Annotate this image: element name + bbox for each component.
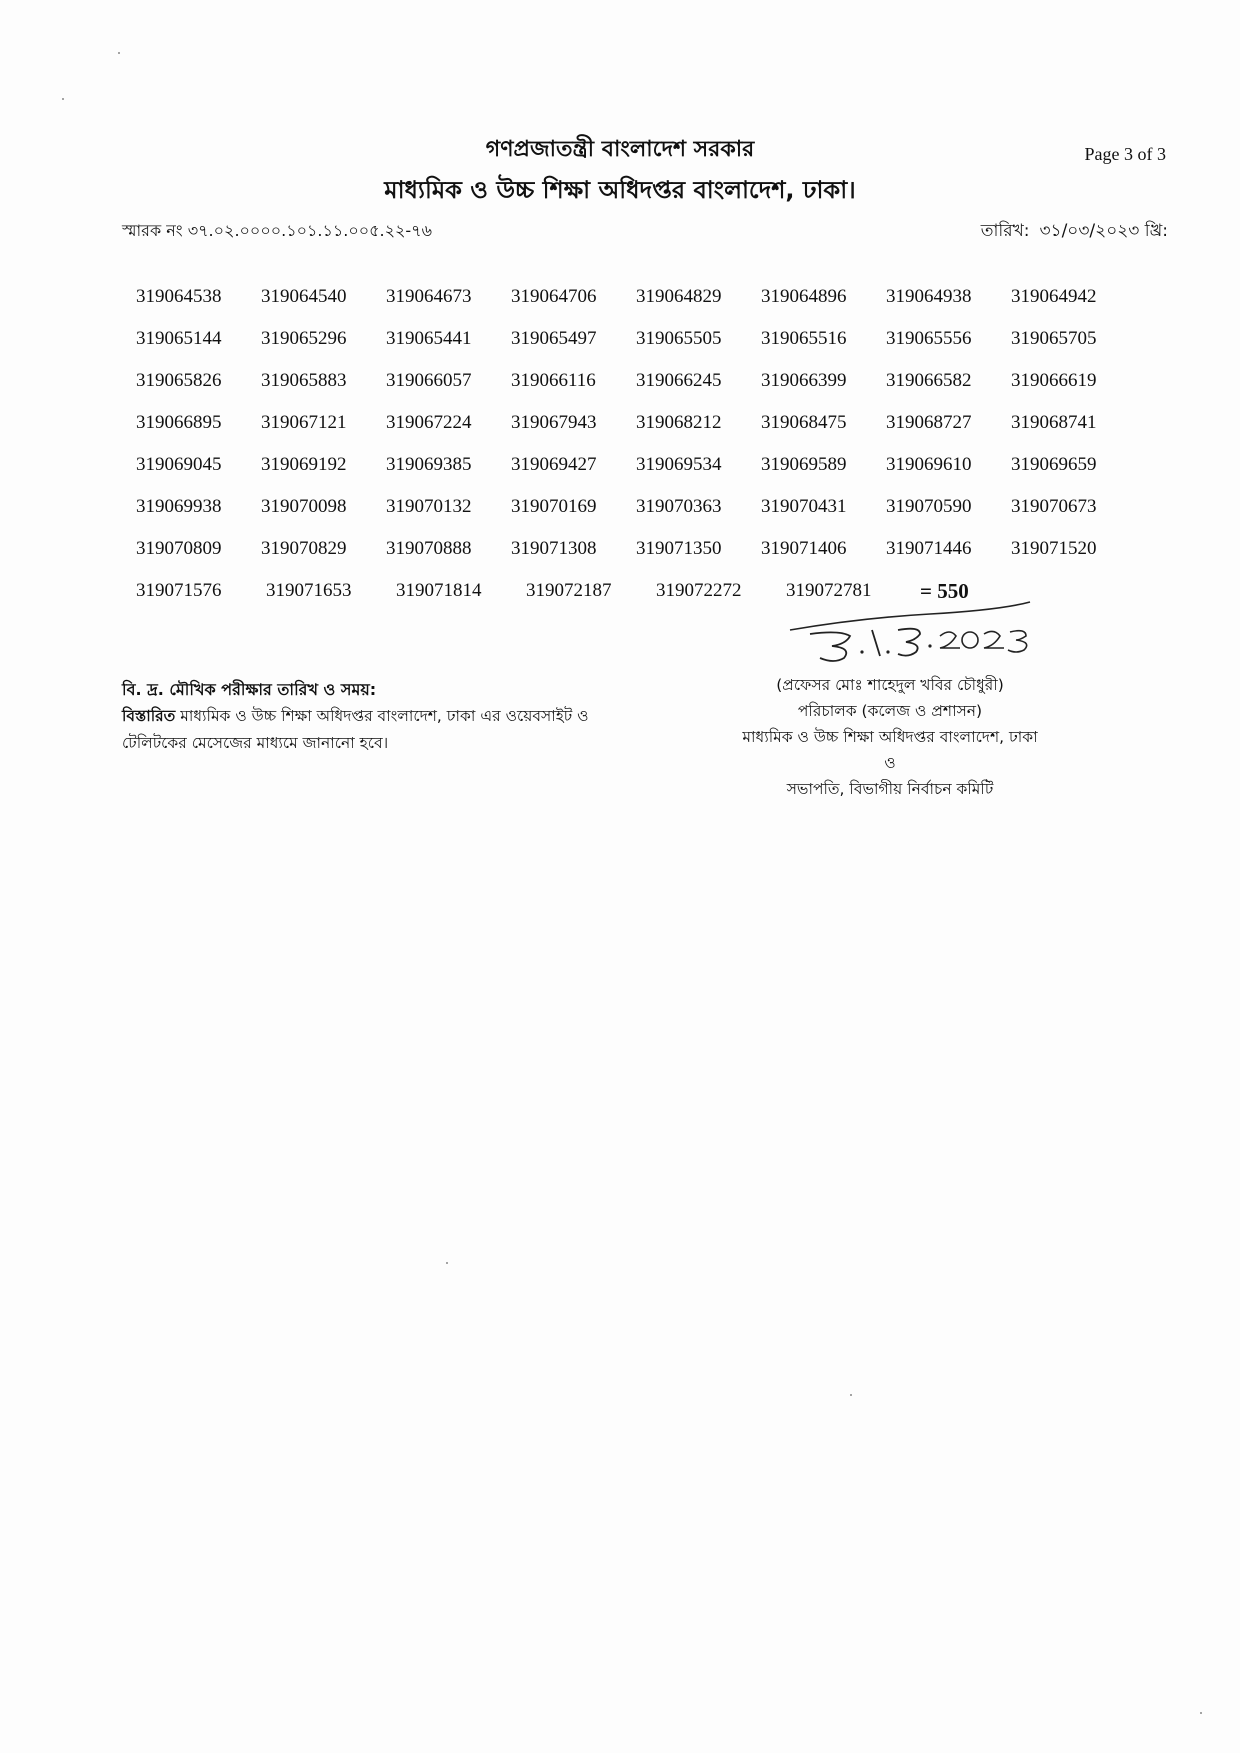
roll-number: 319064673 (386, 286, 472, 307)
signatory-designation: পরিচালক (কলেজ ও প্রশাসন) (797, 702, 983, 720)
roll-number: 319069938 (136, 496, 222, 517)
roll-number: 319065556 (886, 328, 972, 349)
roll-number: 319064829 (636, 286, 722, 307)
roll-number: 319070169 (511, 496, 597, 517)
roll-row (136, 276, 1136, 318)
roll-number: 319071653 (266, 580, 352, 601)
roll-number: 319064938 (886, 286, 972, 307)
roll-number: 319069610 (886, 454, 972, 475)
roll-number: 319072781 (786, 580, 872, 601)
government-title: গণপ্রজাতন্ত্রী বাংলাদেশ সরকার (485, 137, 755, 162)
roll-number: 319072272 (656, 580, 742, 601)
roll-number: 319070132 (386, 496, 472, 517)
roll-number: 319067121 (261, 412, 347, 433)
note-line-2: টেলিটকের মেসেজের মাধ্যমে জানানো হবে। (122, 734, 389, 752)
scan-speck (1200, 1712, 1202, 1714)
roll-number: 319071308 (511, 538, 597, 559)
roll-number: 319065296 (261, 328, 347, 349)
roll-number: 319068741 (1011, 412, 1097, 433)
signatory-office: মাধ্যমিক ও উচ্চ শিক্ষা অধিদপ্তর বাংলাদেশ, ঢাকা (742, 728, 1038, 746)
handwritten-signature (780, 600, 1040, 672)
roll-number: 319070888 (386, 538, 472, 559)
roll-number: 319070809 (136, 538, 222, 559)
roll-number: 319066057 (386, 370, 472, 391)
roll-number: 319069534 (636, 454, 722, 475)
roll-number: 319069659 (1011, 454, 1097, 475)
roll-row (136, 318, 1136, 360)
roll-number: 319071576 (136, 580, 222, 601)
note-line-1-rest: মাধ্যমিক ও উচ্চ শিক্ষা অধিদপ্তর বাংলাদেশ, ঢাকা এর ওয়েবসাইট ও (175, 707, 589, 725)
roll-number: 319065441 (386, 328, 472, 349)
roll-number: 319066619 (1011, 370, 1097, 391)
note-emphasis: বিস্তারিত (122, 707, 176, 725)
page-number: Page 3 of 3 (1084, 144, 1166, 164)
roll-number: 319070829 (261, 538, 347, 559)
signatory-conjunction: ও (884, 754, 896, 772)
roll-number: 319071446 (886, 538, 972, 559)
date-label: তারিখ: (980, 221, 1030, 241)
roll-number-grid (136, 276, 1136, 612)
roll-number: 319069192 (261, 454, 347, 475)
roll-number: 319064942 (1011, 286, 1097, 307)
roll-number: 319065516 (761, 328, 847, 349)
roll-number: 319070673 (1011, 496, 1097, 517)
note-line-1 (122, 703, 682, 730)
signatory-name: (প্রফেসর মোঃ শাহেদুল খবির চৌধুরী) (776, 676, 1004, 694)
roll-row (136, 402, 1136, 444)
roll-number: 319070098 (261, 496, 347, 517)
roll-number: 319065497 (511, 328, 597, 349)
roll-row (136, 444, 1136, 486)
roll-number: 319065826 (136, 370, 222, 391)
roll-number: 319072187 (526, 580, 612, 601)
note-title: বি. দ্র. মৌখিক পরীক্ষার তারিখ ও সময়: (122, 680, 377, 699)
roll-number: 319066895 (136, 412, 222, 433)
roll-number: 319069385 (386, 454, 472, 475)
roll-number: 319064540 (261, 286, 347, 307)
roll-number: 319068727 (886, 412, 972, 433)
roll-number: 319064896 (761, 286, 847, 307)
roll-number: 319065505 (636, 328, 722, 349)
roll-number: 319066116 (511, 370, 596, 391)
date-value: ৩১/০৩/২০২৩ খ্রি: (1039, 221, 1168, 241)
roll-number: 319065144 (136, 328, 222, 349)
signatory-block (690, 672, 1090, 802)
roll-number: 319067943 (511, 412, 597, 433)
roll-row (136, 486, 1136, 528)
roll-row (136, 528, 1136, 570)
total-count: = 550 (920, 578, 969, 603)
roll-number: 319069427 (511, 454, 597, 475)
roll-number: 319071520 (1011, 538, 1097, 559)
scan-speck (62, 98, 64, 100)
footnote (122, 676, 682, 757)
roll-number: 319065705 (1011, 328, 1097, 349)
signatory-committee: সভাপতি, বিভাগীয় নির্বাচন কমিটি (786, 780, 994, 798)
roll-number: 319071814 (396, 580, 482, 601)
roll-number: 319071406 (761, 538, 847, 559)
roll-number: 319066245 (636, 370, 722, 391)
roll-number: 319065883 (261, 370, 347, 391)
memo-date (981, 218, 1168, 246)
roll-number: 319069589 (761, 454, 847, 475)
scan-speck (118, 52, 120, 54)
roll-row (136, 360, 1136, 402)
roll-number: 319070363 (636, 496, 722, 517)
roll-number: 319069045 (136, 454, 222, 475)
roll-number: 319070590 (886, 496, 972, 517)
roll-number: 319070431 (761, 496, 847, 517)
roll-number: 319068212 (636, 412, 722, 433)
scan-speck (446, 1262, 448, 1264)
scan-speck (850, 1394, 852, 1396)
roll-number: 319066399 (761, 370, 847, 391)
roll-number: 319068475 (761, 412, 847, 433)
roll-number: 319064706 (511, 286, 597, 307)
roll-number: 319064538 (136, 286, 222, 307)
memo-reference: স্মারক নং ৩৭.০২.০০০০.১০১.১১.০০৫.২২-৭৬ (122, 221, 432, 240)
roll-number: 319066582 (886, 370, 972, 391)
department-title: মাধ্যমিক ও উচ্চ শিক্ষা অধিদপ্তর বাংলাদেশ, ঢাকা। (384, 176, 856, 204)
roll-number: 319067224 (386, 412, 472, 433)
roll-number: 319071350 (636, 538, 722, 559)
